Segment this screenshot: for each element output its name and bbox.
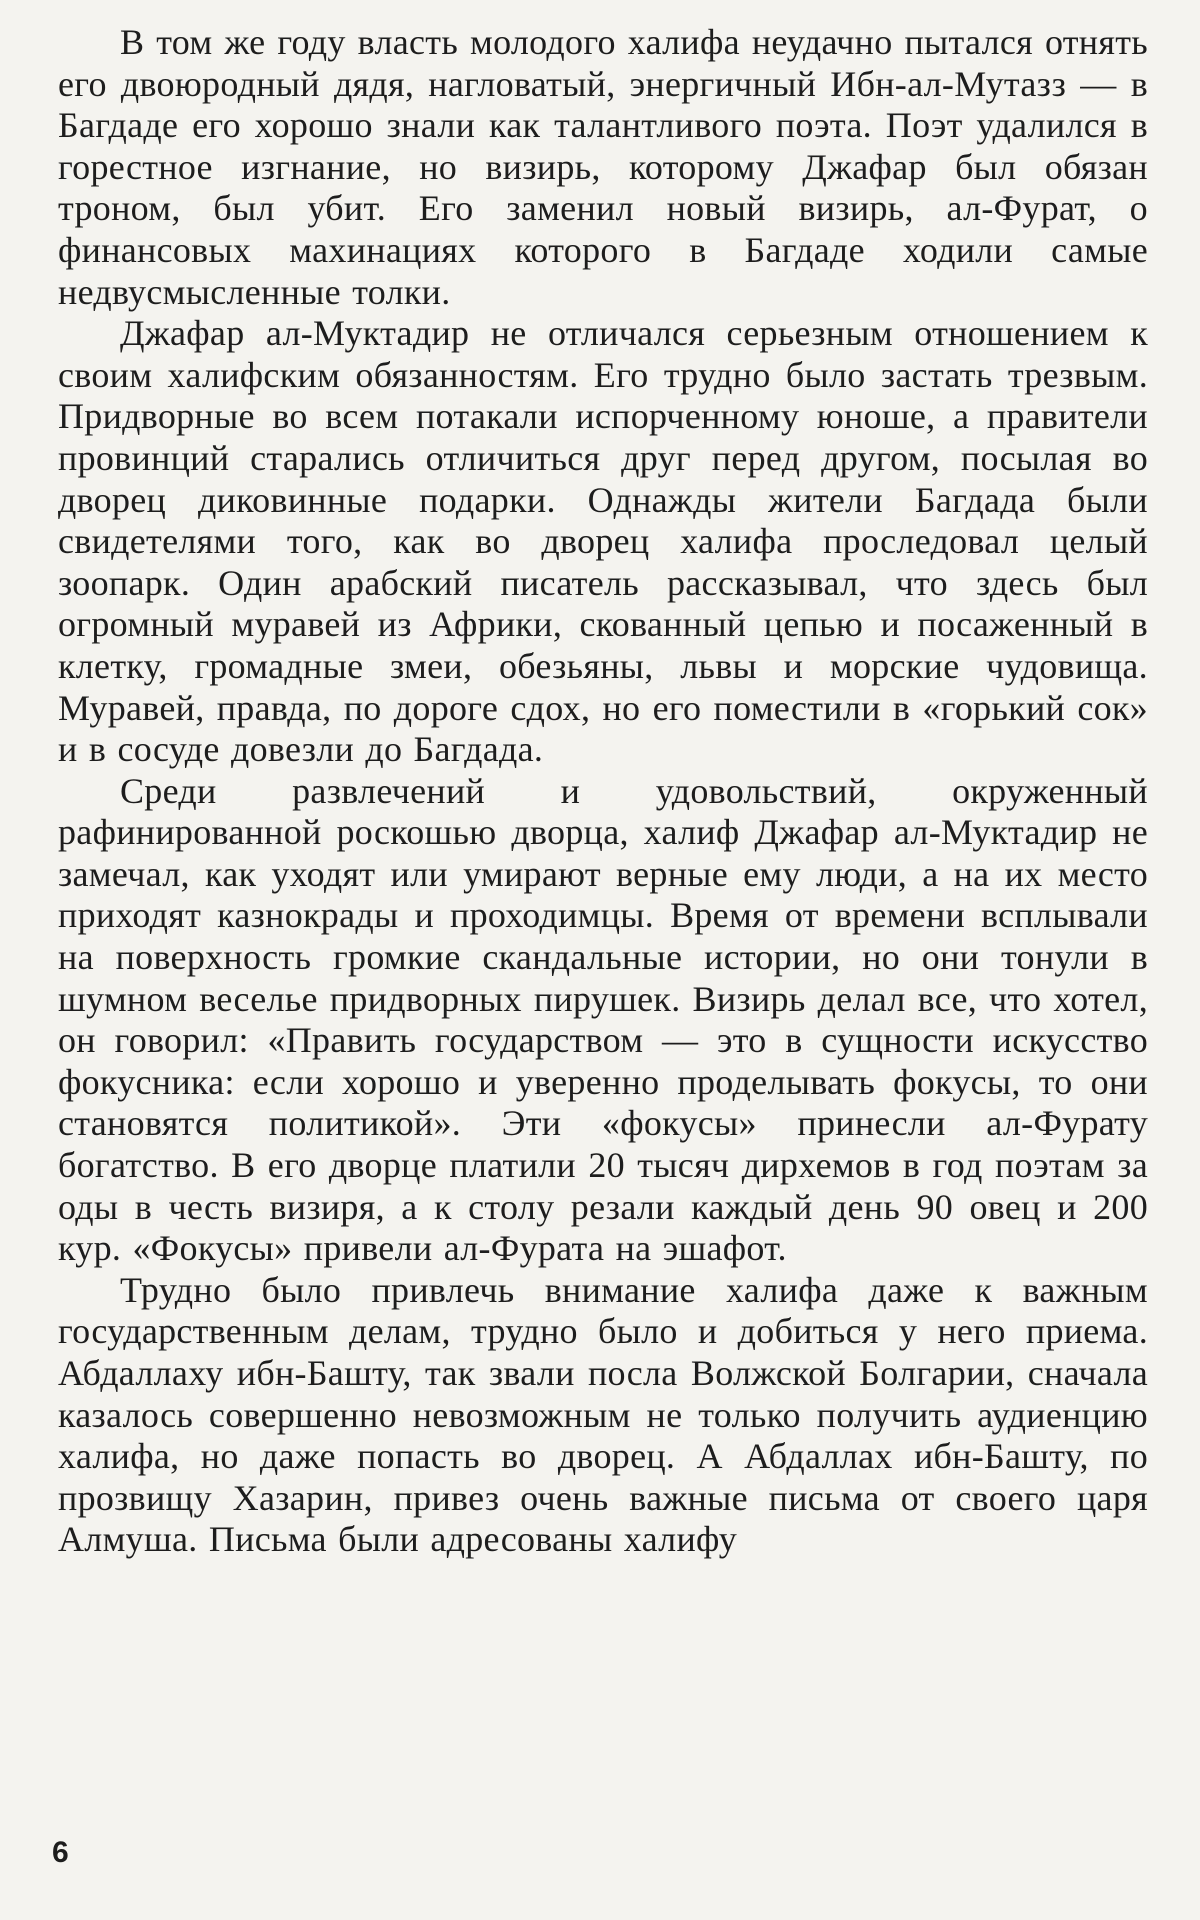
paragraph: В том же году власть молодого халифа неудачно пытался отнять его двоюродный дядя, нагловатый, энергичный Ибн-ал-Мутазз — в Багдаде его хорошо знали как талантливого поэта. Поэт удалился в горестное изгнание, но визирь, которому Джафар был обязан троном, был убит. Его заменил новый визирь, ал-Фурат, о финансовых махинациях которого в Багдаде ходили самые недвусмысленные толки. (58, 22, 1148, 312)
paragraph: Джафар ал-Муктадир не отличался серьезным отношением к своим халифским обязанностям. Его трудно было застать трезвым. Придворные во всем потакали испорченному юноше, а правители провинций старались отличиться друг перед другом, посылая во дворец диковинные подарки. Однажды жители Багдада были свидетелями того, как во дворец халифа проследовал целый зоопарк. Один арабский писатель рассказывал, что здесь был огромный муравей из Африки, скованный цепью и посаженный в клетку, громадные змеи, обезьяны, львы и морские чудовища. Муравей, правда, по дороге сдох, но его поместили в «горький сок» и в сосуде довезли до Багдада. (58, 313, 1148, 770)
paragraph: Среди развлечений и удовольствий, окруженный рафинированной роскошью дворца, халиф Джафар ал-Муктадир не замечал, как уходят или умирают верные ему люди, а на их место приходят казнокрады и проходимцы. Время от времени всплывали на поверхность громкие скандальные истории, но они тонули в шумном веселье придворных пирушек. Визирь делал все, что хотел, он говорил: «Править государством — это в сущности искусство фокусника: если хорошо и уверенно проделывать фокусы, то они становятся политикой». Эти «фокусы» принесли ал-Фурату богатство. В его дворце платили 20 тысяч дирхемов в год поэтам за оды в честь визиря, а к столу резали каждый день 90 овец и 200 кур. «Фокусы» привели ал-Фурата на эшафот. (58, 770, 1148, 1269)
page-number: 6 (52, 1836, 69, 1869)
page-text (58, 22, 1148, 1561)
paragraph: Трудно было привлечь внимание халифа даже к важным государственным делам, трудно было и добиться у него приема. Абдаллаху ибн-Башту, так звали посла Волжской Болгарии, сначала казалось совершенно невозможным не только получить аудиенцию халифа, но даже попасть во дворец. А Абдаллах ибн-Башту, по прозвищу Хазарин, привез очень важные письма от своего царя Алмуша. Письма были адресованы халифу (58, 1269, 1148, 1560)
